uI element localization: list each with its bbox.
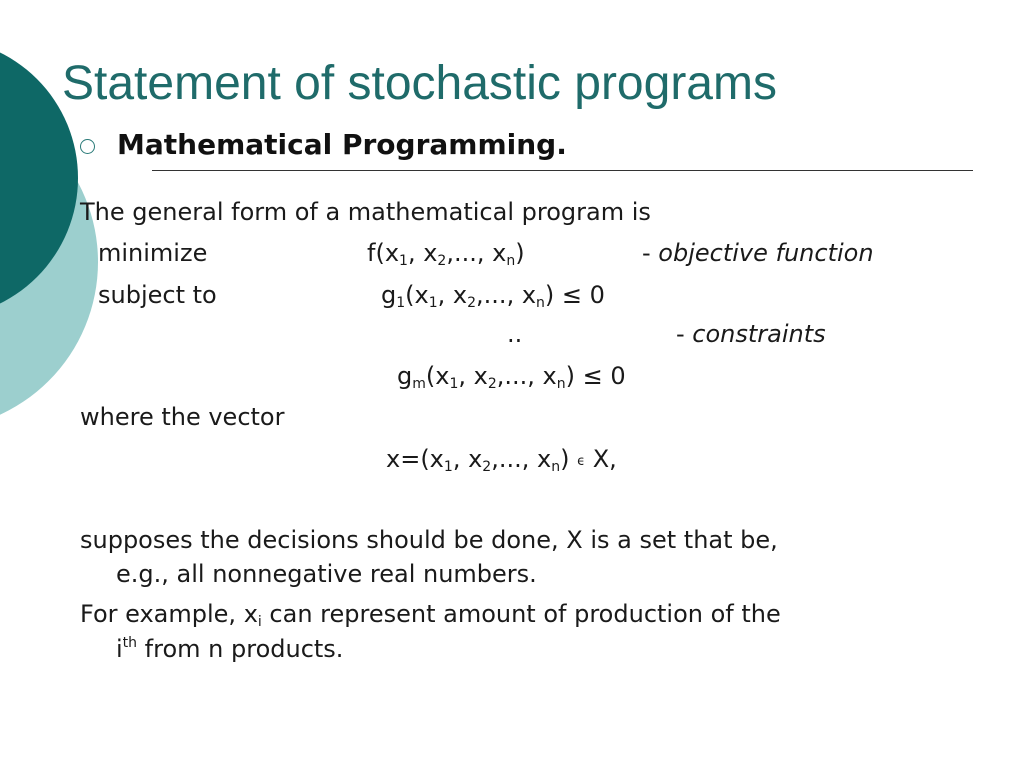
example-line-2: $i^{th}$ from n products.: [116, 635, 344, 663]
constraint-g1: $g_1(x_1$, $x_2$,..., $x_n) \le 0$: [381, 281, 605, 311]
objective-note: - objective function: [642, 239, 874, 267]
subtitle: Mathematical Programming.: [117, 128, 567, 161]
hollow-circle-bullet-icon: [80, 139, 95, 154]
subject-to-label: subject to: [98, 281, 217, 309]
slide-title: Statement of stochastic programs: [62, 57, 777, 110]
where-text: where the vector: [80, 403, 285, 431]
subtitle-underline: [152, 170, 973, 171]
supposes-line-2: e.g., all nonnegative real numbers.: [116, 560, 537, 588]
minimize-label: minimize: [98, 239, 208, 267]
example-line-1: For example, $x_i$ can represent amount of production of the: [80, 600, 781, 630]
constraint-gm: $g_m(x_1$, $x_2$,..., $x_n) \le 0$: [397, 362, 626, 392]
intro-text: The general form of a mathematical program is: [80, 198, 651, 226]
ellipsis-dots: ..: [507, 320, 523, 348]
objective-formula: $f(x_1$, $x_2$,..., $x_n$): [367, 239, 525, 269]
constraints-note: - constraints: [676, 320, 826, 348]
supposes-line-1: supposes the decisions should be done, X is a set that be,: [80, 526, 778, 554]
vector-formula: $x=(x_1$, $x_2$,..., $x_n$) ϵ X,: [386, 445, 617, 475]
subtitle-row: [80, 128, 567, 161]
